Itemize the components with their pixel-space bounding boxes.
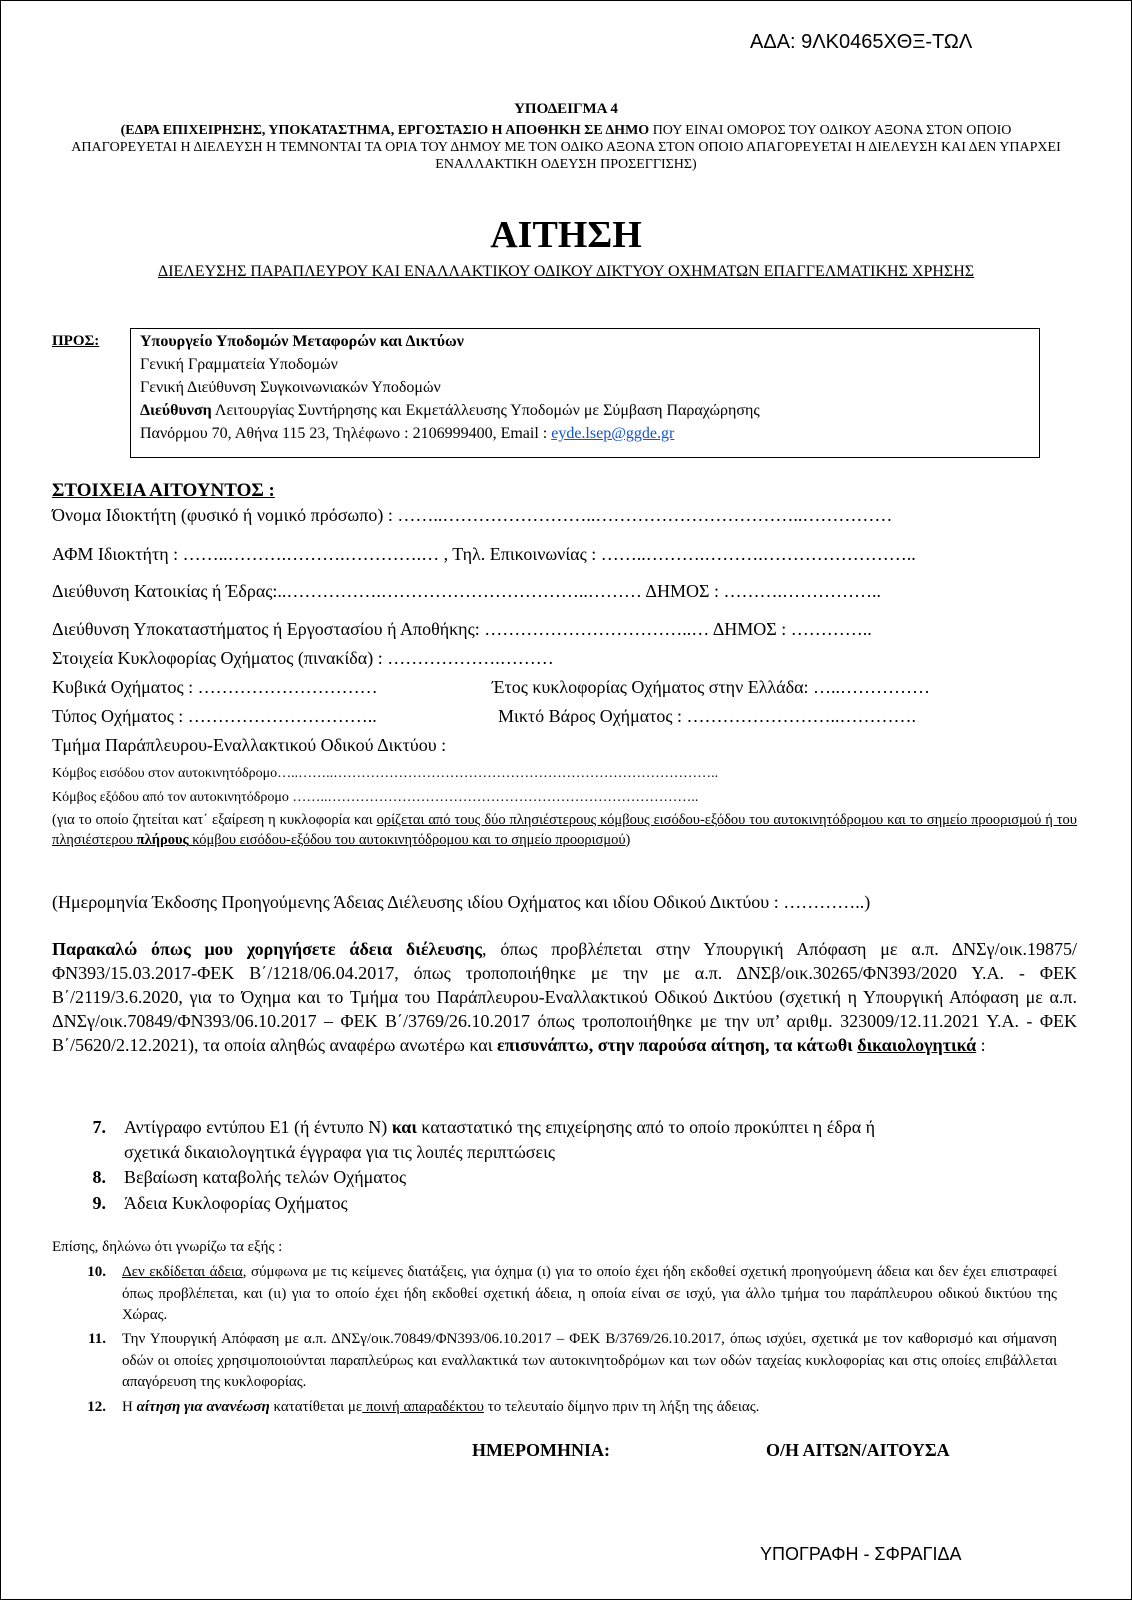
recipient-secretariat: Γενική Γραμματεία Υποδομών <box>140 356 338 373</box>
request-bold: Παρακαλώ όπως μου χορηγήσετε άδεια διέλευσης <box>52 939 483 959</box>
doc-item-number: 8. <box>92 1167 106 1187</box>
request-paragraph <box>52 937 1077 1057</box>
note-part-c: πλήρους <box>136 832 189 848</box>
gross-weight-field[interactable]: Μικτό Βάρος Οχήματος : ……………………..…………. <box>498 706 917 726</box>
decl-item-a: Η <box>122 1399 137 1415</box>
previous-permit-date-field[interactable]: (Ημερομηνία Έκδοσης Προηγούμενης Άδειας Διέλευσης ιδίου Οχήματος και ιδίου Οδικού Δικτύου : …………..) <box>52 892 871 912</box>
decl-item-number: 12. <box>87 1399 106 1415</box>
doc-item-text-c: καταστατικό της επιχείρησης από το οποίο προκύπτει η έδρα ή <box>416 1117 876 1137</box>
vehicle-type-field[interactable]: Τύπος Οχήματος : ………………………….. <box>52 706 377 726</box>
decl-item-underline: ποινή απαραδέκτου <box>362 1399 484 1415</box>
registration-year-field[interactable]: Έτος κυκλοφορίας Οχήματος στην Ελλάδα: …..…………… <box>492 677 931 697</box>
road-segment-label: Τμήμα Παράπλευρου-Εναλλακτικού Οδικού Δικτύου : <box>52 735 447 755</box>
doc-item-text-cont: σχετικά δικαιολογητικά έγγραφα για τις λοιπές περιπτώσεις <box>124 1142 556 1162</box>
model-title: ΥΠΟΔΕΙΓΜΑ 4 <box>514 101 618 117</box>
applicant-label: Ο/Η ΑΙΤΩΝ/ΑΙΤΟΥΣΑ <box>766 1440 950 1460</box>
branch-address-field[interactable]: Διεύθυνση Υποκαταστήματος ή Εργοστασίου ή Αποθήκης: ……………………………..… ΔΗΜΟΣ : ………….. <box>52 619 872 639</box>
applicant-section-title: ΣΤΟΙΧΕΙΑ ΑΙΤΟΥΝΤΟΣ : <box>52 480 275 501</box>
model-description-bold: (ΕΔΡΑ ΕΠΙΧΕΙΡΗΣΗΣ, ΥΠΟΚΑΤΑΣΤΗΜΑ, ΕΡΓΟΣΤΑΣΙΟ Η ΑΠΟΘΗΚΗ ΣΕ ΔΗΜΟ <box>120 123 650 138</box>
request-body: , όπως προβλέπεται στην Υπουργική Απόφαση με α.π. ΔΝΣγ/οικ.19875/ΦΝ393/15.03.2017-ΦΕΚ Β΄/1218/06.04.2017, όπως τροποποιήθηκε με την με α.π. ΔΝΣβ/οικ.30265/ΦΝ393/2020 Υ.Α. - ΦΕΚ Β΄/2119/3.6.2020, για το Όχημα και το Τμήμα του Παράπλευρου-Εναλλακτικού Οδικού Δικτύου (σχετική η Υπουργική Απόφαση με α.π. ΔΝΣγ/οικ.70849/ΦΝ393/06.10.2017 – ΦΕΚ Β΄/3769/26.10.2017 όπως τροποποιήθηκε με την υπ’ αριθμ. 323009/12.11.2021 Υ.Α. - ΦΕΚ Β΄/5620/2.12.2021), τα οποία αληθώς αναφέρω ανωτέρω και <box>52 939 1078 1055</box>
recipient-ministry: Υπουργείο Υποδομών Μεταφορών και Δικτύων <box>140 333 464 350</box>
doc-item-number: 9. <box>92 1193 106 1213</box>
recipient-box <box>130 328 1040 458</box>
decl-item-text <box>122 1397 1057 1419</box>
model-description <box>70 122 1062 173</box>
decl-item-number: 11. <box>88 1331 106 1347</box>
decl-item-text <box>122 1262 1057 1327</box>
note-part-b: ορίζεται από τους δύο πλησιέστερους κόμβους εισόδου-εξόδου του αυτοκινητόδρομου και το σημείο προορισμού ή του πλησιέστερου <box>52 812 1077 848</box>
recipient-contact <box>140 425 674 443</box>
plate-field[interactable]: Στοιχεία Κυκλοφορίας Οχήματος (πινακίδα) : ……………….……… <box>52 648 554 668</box>
decl-item-underline: Δεν εκδίδεται άδεια <box>122 1264 243 1280</box>
doc-item-text-b: και <box>391 1117 417 1137</box>
request-bold-attach: επισυνάπτω, στην παρούσα αίτηση, τα κάτωθι <box>497 1035 858 1055</box>
signature-stamp-label: ΥΠΟΓΡΑΦΗ - ΣΦΡΑΓΙΔΑ <box>760 1544 962 1564</box>
model-description-rest: ΠΟΥ ΕΙΝΑΙ ΟΜΟΡΟΣ ΤΟΥ ΟΔΙΚΟΥ ΑΞΟΝΑ ΣΤΟΝ ΟΠΟΙΟ ΑΠΑΓΟΡΕΥΕΤΑΙ Η ΔΙΕΛΕΥΣΗ Η ΤΕΜΝΟΝΤΑΙ ΤΑ ΟΡΙΑ ΤΟΥ ΔΗΜΟΥ ΜΕ ΤΟΝ ΟΔΙΚΟ ΑΞΟΝΑ ΣΤΟΝ ΟΠΟΙΟ ΑΠΑΓΟΡΕΥΕΤΑΙ Η ΔΙΕΛΕΥΣΗ ΚΑΙ ΔΕΝ ΥΠΑΡΧΕΙ ΕΝΑΛΛΑΚΤΙΚΗ ΟΔΕΥΣΗ ΠΡΟΣΕΓΓΙΣΗΣ) <box>71 123 1061 172</box>
recipient-label: ΠΡΟΣ: <box>52 333 100 349</box>
decl-item-b: κατατίθεται με <box>269 1399 363 1415</box>
afm-phone-field[interactable]: ΑΦΜ Ιδιοκτήτη : ……..……….……….………….… , Τηλ. Επικοινωνίας : ……..……….……….…………………….. <box>52 544 916 564</box>
recipient-address: Πανόρμου 70, Αθήνα 115 23, Τηλέφωνο : 2106999400, Email : <box>140 425 552 442</box>
date-label: ΗΜΕΡΟΜΗΝΙΑ: <box>472 1440 610 1460</box>
doc-item-text-a: Αντίγραφο εντύπου Ε1 (ή έντυπο Ν) <box>124 1117 392 1137</box>
declaration-intro: Επίσης, δηλώνω ότι γνωρίζω τα εξής : <box>52 1239 283 1255</box>
decl-item-c: το τελευταίο δίμηνο πριν τη λήξη της άδειας. <box>483 1399 760 1415</box>
page-title: ΑΙΤΗΣΗ <box>490 214 642 256</box>
entry-node-field[interactable]: Κόμβος εισόδου στον αυτοκινητόδρομο…..……..……………………………………………………………………….. <box>52 766 719 781</box>
note-part-e: ) <box>625 832 631 848</box>
note-part-a: (για το οποίο ζητείται κατ΄ εξαίρεση η κυκλοφορία και <box>52 812 377 828</box>
owner-name-field[interactable]: Όνομα Ιδιοκτήτη (φυσικό ή νομικό πρόσωπο) : ……..……………………..……………………………..…………… <box>52 505 893 525</box>
exit-node-field[interactable]: Κόμβος εξόδου από τον αυτοκινητόδρομο ……..…………………………………………………………………….. <box>52 790 699 805</box>
recipient-directorate-rest: Λειτουργίας Συντήρησης και Εκμετάλλευσης Υποδομών με Σύμβαση Παραχώρησης <box>211 402 760 419</box>
doc-item-text: Άδεια Κυκλοφορίας Οχήματος <box>124 1193 348 1213</box>
decl-item-bold-italic: αίτηση για ανανέωση <box>136 1399 270 1415</box>
page-subtitle: ΔΙΕΛΕΥΣΗΣ ΠΑΡΑΠΛΕΥΡΟΥ ΚΑΙ ΕΝΑΛΛΑΚΤΙΚΟΥ ΟΔΙΚΟΥ ΔΙΚΤΥΟΥ ΟΧΗΜΑΤΩΝ ΕΠΑΓΓΕΛΜΑΤΙΚΗΣ ΧΡΗΣΗΣ <box>157 263 975 280</box>
segment-note <box>52 810 1077 850</box>
recipient-directorate-bold: Διεύθυνση <box>140 402 212 419</box>
residence-address-field[interactable]: Διεύθυνση Κατοικίας ή Έδρας:..…………….……………………………..……… ΔΗΜΟΣ : ……….…………….. <box>52 581 881 601</box>
engine-cc-field[interactable]: Κυβικά Οχήματος : ………………………… <box>52 677 378 697</box>
recipient-directorate <box>140 402 760 420</box>
recipient-email-link[interactable]: eyde.lsep@ggde.gr <box>551 425 675 442</box>
doc-item-text <box>124 1117 875 1138</box>
doc-item-text: Βεβαίωση καταβολής τελών Οχήματος <box>124 1167 407 1187</box>
request-end: : <box>976 1035 986 1055</box>
decl-item-number: 10. <box>87 1264 106 1280</box>
doc-item-number: 7. <box>92 1117 106 1137</box>
recipient-directorate-general: Γενική Διεύθυνση Συγκοινωνιακών Υποδομών <box>140 379 441 396</box>
note-part-d: κόμβου εισόδου-εξόδου του αυτοκινητόδρομου και το σημείο προορισμού <box>188 832 626 848</box>
decl-item-rest: , σύμφωνα με τις κείμενες διατάξεις, για όχημα (ι) για το οποίο έχει ήδη εκδοθεί σχετική προηγούμενη άδεια και δεν έχει επιστραφεί όπως προβλέπεται, και (ιι) για το οποίο έχει ήδη εκδοθεί σχετική άδεια, η οποία είναι σε ισχύ, για άλλο τμήμα του παράπλευρου οδικού δικτύου της Χώρας. <box>122 1264 1057 1323</box>
decl-item-text: Την Υπουργική Απόφαση με α.π. ΔΝΣγ/οικ.70849/ΦΝ393/06.10.2017 – ΦΕΚ Β/3769/26.10.2017, όπως ισχύει, σχετικά με τον καθορισμό και σήμανση οδών οι οποίες χρησιμοποιούνται παραπλεύρως και εναλλακτικά των αυτοκινητοδρόμων και των οδών ταχείας κυκλοφορίας και στις οποίες επιβάλλεται απαγόρευση της κυκλοφορίας. <box>122 1331 1057 1390</box>
request-documents: δικαιολογητικά <box>857 1035 977 1055</box>
ada-code: ΑΔΑ: 9ΛΚ0465ΧΘΞ-ΤΩΛ <box>750 31 973 53</box>
